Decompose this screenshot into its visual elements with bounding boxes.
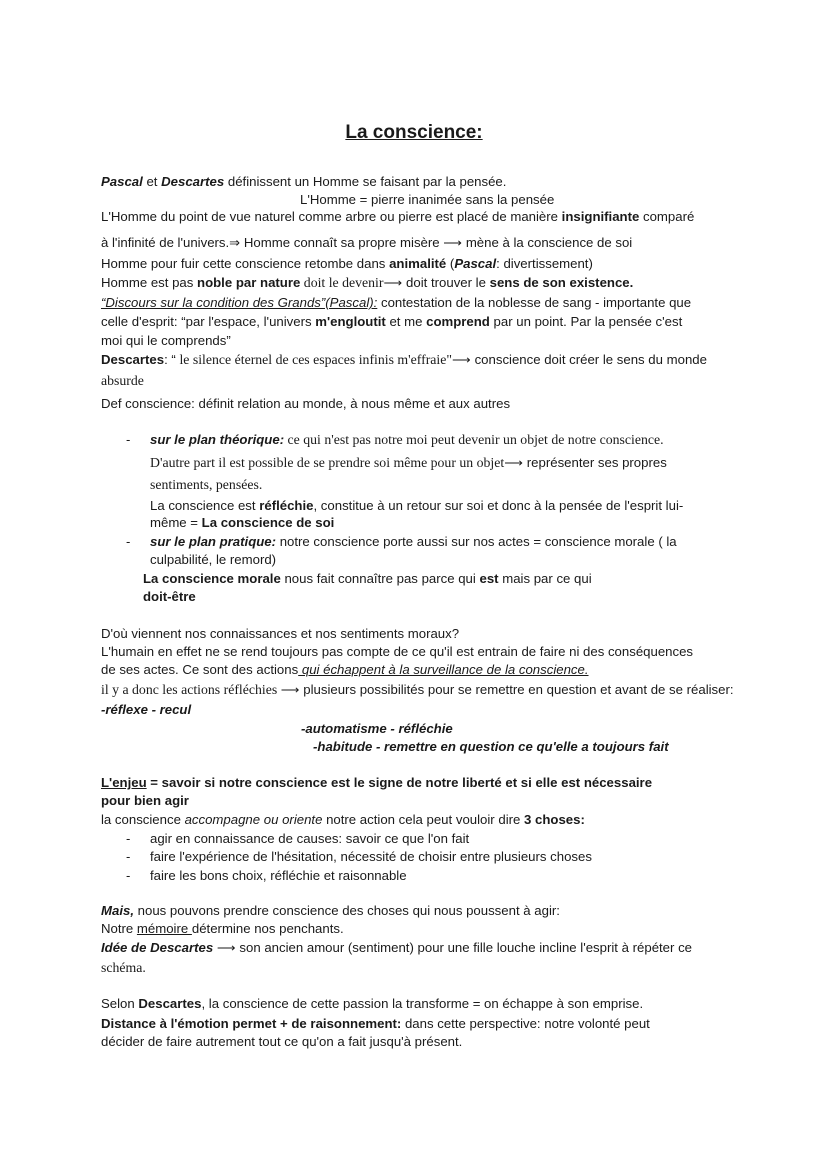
text-segment: accompagne ou oriente xyxy=(184,812,323,827)
text-line xyxy=(101,775,652,791)
text-segment: ⟶ doit trouver le xyxy=(383,275,490,290)
text-segment: -automatisme - réfléchie xyxy=(301,721,453,736)
text-segment: est xyxy=(479,571,499,586)
text-segment: nous fait connaître pas parce qui xyxy=(280,571,480,586)
text-segment: : divertissement) xyxy=(496,256,593,271)
text-segment: 3 choses: xyxy=(524,812,585,827)
text-segment: “Discours sur la condition des Grands”(Pascal): xyxy=(101,295,378,310)
text-segment: détermine nos penchants. xyxy=(191,921,344,936)
text-segment: le silence éternel de ces espaces infinis m'effraie" xyxy=(179,352,453,367)
text-segment: et me xyxy=(385,314,427,329)
text-segment: L'humain en effet ne se rend toujours pas compte de ce qu'il est entrain de faire ni des conséquences xyxy=(101,644,694,659)
text-segment: ( xyxy=(446,256,455,271)
text-line xyxy=(101,256,593,272)
text-line xyxy=(101,996,643,1012)
text-line xyxy=(101,174,506,190)
text-segment: L'Homme = pierre inanimée sans la pensée xyxy=(300,192,555,207)
text-line xyxy=(101,644,693,660)
text-line xyxy=(150,455,667,471)
text-segment: ce qui n'est pas notre moi peut devenir un objet de notre conscience. xyxy=(284,432,664,447)
text-segment: Pascal xyxy=(101,174,143,189)
text-segment: sens de son existence. xyxy=(489,275,634,290)
text-segment: de ses actes. Ce sont des actions xyxy=(101,662,299,677)
text-line xyxy=(101,373,144,389)
text-segment: : “ xyxy=(164,352,180,367)
text-segment: décider de faire autrement tout ce qu'on a fait jusqu'à présent. xyxy=(101,1034,463,1049)
text-segment: notre action cela peut vouloir dire xyxy=(322,812,525,827)
text-segment: définissent un Homme se faisant par la pensée. xyxy=(224,174,507,189)
text-segment: qui échappent à la surveillance de la conscience. xyxy=(298,662,589,677)
bullet-dash: - xyxy=(126,849,131,864)
text-segment: moi qui le comprends” xyxy=(101,333,231,348)
text-line xyxy=(101,903,560,919)
text-segment: Distance à l'émotion permet + de raisonnement: xyxy=(101,1016,402,1031)
text-segment: réfléchie xyxy=(259,498,314,513)
text-segment: La conscience est xyxy=(150,498,260,513)
text-segment: par un point. Par la pensée c'est xyxy=(489,314,683,329)
text-line xyxy=(143,571,592,587)
text-line xyxy=(101,626,459,642)
text-segment: L'enjeu xyxy=(101,775,147,790)
text-segment: Homme pour fuir cette conscience retombe dans xyxy=(101,256,390,271)
text-segment: noble par nature xyxy=(197,275,301,290)
text-line xyxy=(101,940,692,956)
text-segment: sentiments, pensées. xyxy=(150,477,263,492)
text-segment: Idée de Descartes xyxy=(101,940,214,955)
text-segment: comprend xyxy=(426,314,490,329)
text-segment: = savoir si notre conscience est le signe de notre liberté et si elle est nécessaire xyxy=(146,775,653,790)
text-line xyxy=(101,314,682,330)
text-line xyxy=(101,793,189,809)
text-line xyxy=(150,831,469,847)
text-segment: mémoire xyxy=(136,921,192,936)
text-line xyxy=(101,1016,650,1032)
text-segment: notre conscience porte aussi sur nos actes = conscience morale ( la xyxy=(276,534,677,549)
text-segment: sur le plan pratique: xyxy=(150,534,277,549)
text-segment: contestation de la noblesse de sang - importante que xyxy=(377,295,692,310)
text-line xyxy=(101,682,734,698)
text-segment: celle d'esprit: “par l'espace, l'univers xyxy=(101,314,316,329)
text-line xyxy=(101,352,707,368)
text-line xyxy=(143,589,196,605)
text-segment: D'autre part il est possible de se prendre soi même pour un objet xyxy=(150,455,505,470)
text-segment: nous pouvons prendre conscience des choses qui nous poussent à agir: xyxy=(133,903,560,918)
text-segment: Homme est pas xyxy=(101,275,198,290)
text-line xyxy=(150,868,407,884)
text-line xyxy=(150,552,276,568)
text-line xyxy=(101,960,146,976)
text-segment: La conscience morale xyxy=(143,571,281,586)
text-segment: il y a donc les actions réfléchies xyxy=(101,682,281,697)
text-segment: doit le devenir xyxy=(300,275,384,290)
text-segment: agir en connaissance de causes: savoir ce que l'on fait xyxy=(150,831,470,846)
bullet-dash: - xyxy=(126,868,131,883)
text-line xyxy=(150,498,683,514)
text-segment: dans cette perspective: notre volonté peut xyxy=(401,1016,650,1031)
text-line xyxy=(101,812,585,828)
text-line xyxy=(101,333,231,349)
text-line xyxy=(150,515,334,531)
text-line xyxy=(150,477,262,493)
text-segment: ⟶ son ancien amour (sentiment) pour une fille louche incline l'esprit à répéter ce xyxy=(213,940,693,955)
text-line xyxy=(300,192,554,208)
text-segment: absurde xyxy=(101,373,144,388)
text-segment: Mais, xyxy=(101,903,134,918)
text-segment: Def conscience: définit relation au monde, à nous même et aux autres xyxy=(101,396,511,411)
text-segment: , la conscience de cette passion la transforme = on échappe à son emprise. xyxy=(201,996,644,1011)
bullet-dash: - xyxy=(126,534,131,549)
text-line xyxy=(101,1034,462,1050)
text-line xyxy=(101,275,633,291)
page-title: La conscience: xyxy=(345,122,483,143)
text-line xyxy=(301,721,453,737)
text-segment: ⟶ conscience doit créer le sens du monde xyxy=(452,352,707,367)
text-segment: culpabilité, le remord) xyxy=(150,552,277,567)
text-segment: et xyxy=(142,174,162,189)
text-line xyxy=(101,662,589,678)
text-segment: -habitude - remettre en question ce qu'elle a toujours fait xyxy=(313,739,669,754)
text-line xyxy=(101,209,694,225)
text-segment: ⟶ représenter ses propres xyxy=(504,455,667,470)
text-segment: La conscience de soi xyxy=(201,515,335,530)
bullet-dash: - xyxy=(126,831,131,846)
text-line xyxy=(150,849,592,865)
text-segment: schéma. xyxy=(101,960,146,975)
text-segment: Descartes xyxy=(161,174,225,189)
text-line xyxy=(101,295,691,311)
text-segment: Notre xyxy=(101,921,137,936)
text-segment: Pascal xyxy=(454,256,497,271)
text-segment: L'Homme du point de vue naturel comme arbre ou pierre est placé de manière xyxy=(101,209,562,224)
text-line xyxy=(150,432,664,448)
text-line xyxy=(313,739,669,755)
text-segment: m'engloutit xyxy=(315,314,386,329)
text-line xyxy=(101,702,191,718)
text-segment: pour bien agir xyxy=(101,793,189,808)
text-segment: -réflexe - recul xyxy=(101,702,192,717)
text-segment: sur le plan théorique: xyxy=(150,432,285,447)
text-segment: , constitue à un retour sur soi et donc à la pensée de l'esprit lui- xyxy=(313,498,684,513)
text-segment: Descartes xyxy=(101,352,165,367)
text-segment: faire les bons choix, réfléchie et raisonnable xyxy=(150,868,407,883)
text-segment: animalité xyxy=(389,256,447,271)
text-segment: ⟶ plusieurs possibilités pour se remettre en question et avant de se réaliser: xyxy=(280,682,734,697)
bullet-dash: - xyxy=(126,432,131,447)
text-segment: faire l'expérience de l'hésitation, nécessité de choisir entre plusieurs choses xyxy=(150,849,592,864)
text-segment: mais par ce qui xyxy=(498,571,592,586)
text-segment: Descartes xyxy=(138,996,202,1011)
text-segment: Selon xyxy=(101,996,139,1011)
text-segment: même = xyxy=(150,515,202,530)
text-line xyxy=(101,396,510,412)
text-segment: D'où viennent nos connaissances et nos sentiments moraux? xyxy=(101,626,460,641)
text-segment: insignifiante xyxy=(561,209,640,224)
text-line xyxy=(101,235,632,251)
text-line xyxy=(101,921,344,937)
text-segment: la conscience xyxy=(101,812,185,827)
text-segment: doit-être xyxy=(143,589,196,604)
text-segment: comparé xyxy=(639,209,695,224)
text-segment: à l'infinité de l'univers.⇒ Homme connaît sa propre misère ⟶ mène à la conscience de soi xyxy=(101,235,633,250)
text-line xyxy=(150,534,677,550)
